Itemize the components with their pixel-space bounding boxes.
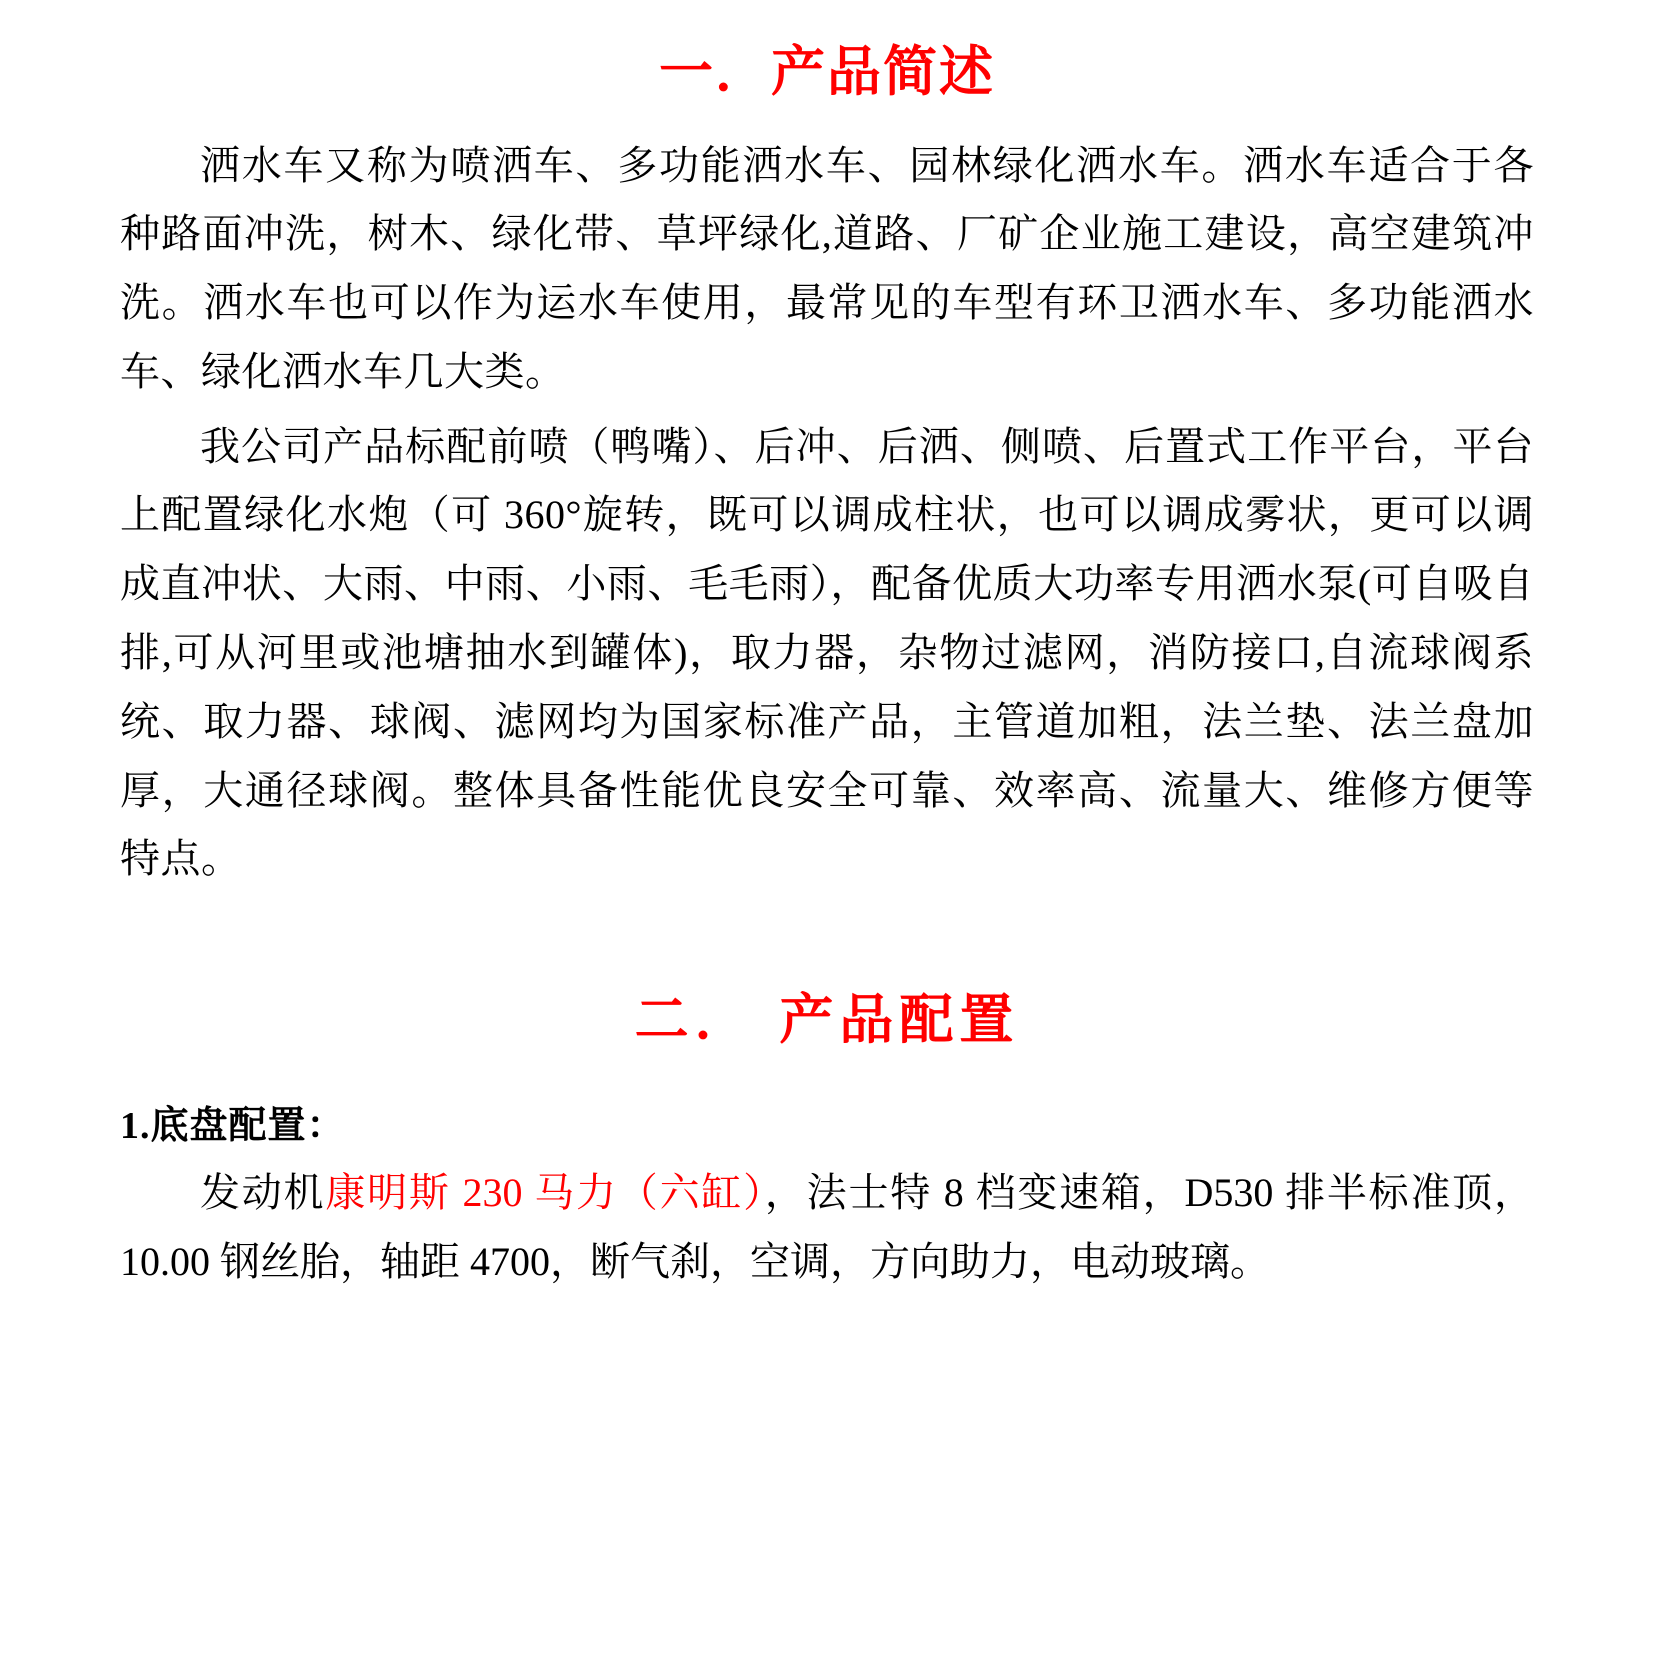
section-1-paragraph-2: 我公司产品标配前喷（鸭嘴）、后冲、后洒、侧喷、后置式工作平台，平台上配置绿化水炮（可 360°旋转，既可以调成柱状，也可以调成雾状，更可以调成直冲状、大雨、中雨、小雨、毛毛雨），配备优质大功率专用洒水泵(可自吸自排,可从河里或池塘抽水到罐体)，取力器，杂物过滤网，消防接口,自流球阀系统、取力器、球阀、滤网均为国家标准产品，主管道加粗，法兰垫、法兰盘加厚，大通径球阀。整体具备性能优良安全可靠、效率高、流量大、维修方便等特点。 — [120, 423, 1534, 882]
section-1-heading: 一．产品简述 — [659, 40, 995, 103]
chassis-body-suffix: ，法士特 8 档变速箱，D530 排半标准顶，10.00 钢丝胎，轴距 4700，断气刹，空调，方向助力，电动玻璃。 — [120, 1169, 1535, 1284]
section-2-heading: 二． 产品配置 — [634, 988, 1020, 1052]
chassis-engine-highlight: 康明斯 230 马力（六缸） — [325, 1169, 765, 1215]
subsection-chassis-body — [120, 1159, 1534, 1297]
section-1-paragraph-1: 洒水车又称为喷洒车、多功能洒水车、园林绿化洒水车。洒水车适合于各种路面冲洗，树木、绿化带、草坪绿化,道路、厂矿企业施工建设，高空建筑冲洗。洒水车也可以作为运水车使用，最常见的车型有环卫洒水车、多功能洒水车、绿化洒水车几大类。 — [120, 142, 1534, 394]
subsection-chassis-title: 1.底盘配置： — [120, 1104, 346, 1147]
chassis-body-prefix: 发动机 — [200, 1169, 326, 1215]
